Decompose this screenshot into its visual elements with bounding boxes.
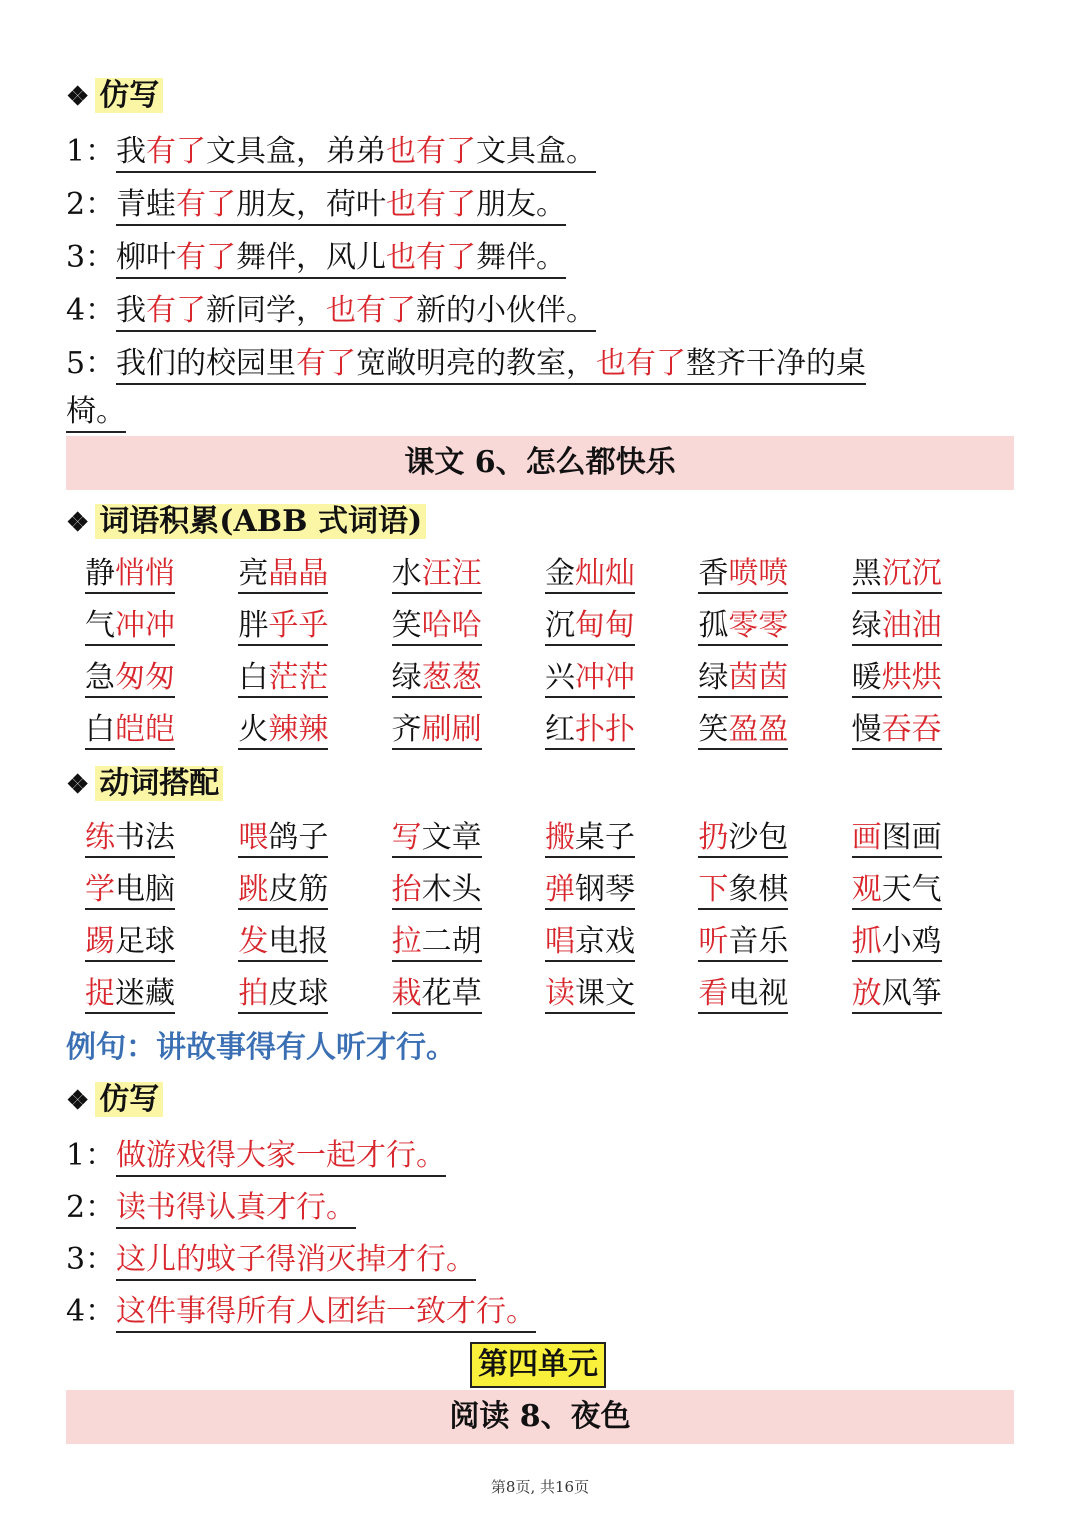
word-part: 绿 — [391, 660, 422, 695]
word-part: 看 — [698, 976, 729, 1011]
word-part: 画 — [851, 820, 882, 855]
imitate2-line — [66, 1236, 476, 1284]
word — [85, 712, 175, 750]
keyword: 也有了 — [386, 240, 476, 275]
word-part: 音乐 — [728, 924, 789, 959]
page-footer: 第8页, 共16页 — [490, 1478, 590, 1496]
imitate-line — [66, 181, 566, 229]
word — [392, 976, 482, 1014]
word — [852, 608, 942, 646]
word-part: 油油 — [881, 608, 942, 643]
text-fragment: 新的小伙伴。 — [416, 293, 596, 328]
word-part: 观 — [851, 872, 882, 907]
word-part: 跳 — [238, 872, 269, 907]
word-part: 沙包 — [728, 820, 789, 855]
word-part: 象棋 — [728, 872, 789, 907]
grid-row — [85, 814, 1005, 866]
word-cell — [85, 970, 238, 1022]
word — [85, 556, 175, 594]
word-cell — [238, 602, 391, 654]
word-part: 扑扑 — [574, 712, 635, 747]
word — [238, 712, 328, 750]
imitate2-line — [66, 1288, 536, 1336]
imitate-title: 仿写 — [95, 78, 163, 113]
word-part: 电视 — [728, 976, 789, 1011]
word-cell — [545, 918, 698, 970]
word-cell — [698, 654, 851, 706]
word-part: 放 — [851, 976, 882, 1011]
word-part: 电报 — [268, 924, 329, 959]
word — [852, 976, 942, 1014]
keyword: 有了 — [176, 187, 236, 222]
word-part: 抓 — [851, 924, 882, 959]
word — [698, 712, 788, 750]
keyword: 也有了 — [326, 293, 416, 328]
word-part: 拉 — [391, 924, 422, 959]
word — [852, 872, 942, 910]
grid-row — [85, 706, 1005, 758]
word-part: 水 — [391, 556, 422, 591]
word-part: 静 — [85, 556, 115, 591]
word-part: 皮球 — [268, 976, 329, 1011]
word-part: 零零 — [728, 608, 789, 643]
word-part: 小鸡 — [881, 924, 942, 959]
word-part: 写 — [391, 820, 422, 855]
word-cell — [392, 602, 545, 654]
word-part: 皑皑 — [115, 712, 175, 747]
sentence-text: 做游戏得大家一起才行。 — [116, 1138, 446, 1177]
word-cell — [238, 654, 391, 706]
word-cell — [392, 654, 545, 706]
keyword: 也有了 — [386, 134, 476, 169]
text-fragment: 柳叶 — [116, 240, 176, 275]
sentence-text — [116, 187, 566, 226]
sentence-text: 这件事得所有人团结一致才行。 — [116, 1294, 536, 1333]
word-cell — [698, 602, 851, 654]
grid-row — [85, 654, 1005, 706]
word-part: 刷刷 — [421, 712, 482, 747]
word — [545, 556, 635, 594]
word-part: 笑 — [698, 712, 729, 747]
word — [698, 608, 788, 646]
word — [852, 712, 942, 750]
word — [392, 820, 482, 858]
imitate-section-heading — [66, 74, 163, 118]
imitate-wrap-line — [66, 388, 126, 436]
word-cell — [698, 706, 851, 758]
grid-row — [85, 602, 1005, 654]
word-part: 花草 — [421, 976, 482, 1011]
text-fragment: 新同学， — [206, 293, 326, 328]
text-fragment: 文具盒，弟弟 — [206, 134, 386, 169]
text-fragment: 舞伴。 — [476, 240, 566, 275]
word-part: 冲冲 — [115, 608, 175, 643]
word — [238, 872, 328, 910]
word — [852, 820, 942, 858]
word — [698, 872, 788, 910]
word-cell — [852, 654, 1005, 706]
grid-row — [85, 918, 1005, 970]
word-cell — [238, 970, 391, 1022]
word-part: 吞吞 — [881, 712, 942, 747]
abb-word-grid — [85, 550, 1005, 758]
text-fragment: 朋友。 — [476, 187, 566, 222]
word-part: 冲冲 — [574, 660, 635, 695]
word-part: 栽 — [391, 976, 422, 1011]
word-part: 齐 — [391, 712, 422, 747]
grid-row — [85, 866, 1005, 918]
word — [85, 872, 175, 910]
line-number: 3： — [66, 1242, 116, 1277]
word-part: 慢 — [851, 712, 882, 747]
keyword: 也有了 — [386, 187, 476, 222]
word — [545, 924, 635, 962]
word-cell — [698, 814, 851, 866]
sentence-text — [116, 346, 866, 385]
word-part: 鸽子 — [268, 820, 329, 855]
keyword: 有了 — [146, 293, 206, 328]
word-cell — [85, 706, 238, 758]
word — [238, 924, 328, 962]
word-cell — [85, 814, 238, 866]
sentence-text: 这儿的蚊子得消灭掉才行。 — [116, 1242, 476, 1281]
text-fragment: 青蛙 — [116, 187, 176, 222]
word-cell — [545, 970, 698, 1022]
word-cell — [85, 866, 238, 918]
word-part: 胖 — [238, 608, 269, 643]
word-part: 茫茫 — [268, 660, 329, 695]
reading8-title: 阅读 8、夜色 — [449, 1399, 631, 1434]
word — [392, 712, 482, 750]
word-part: 练 — [85, 820, 115, 855]
word — [698, 924, 788, 962]
word — [85, 924, 175, 962]
word-cell — [392, 814, 545, 866]
verbs-section-heading — [66, 762, 223, 806]
word — [545, 660, 635, 698]
word-cell — [392, 866, 545, 918]
line-number: 4： — [66, 1294, 116, 1329]
line-number: 4： — [66, 293, 116, 328]
imitate-wrap-text: 椅。 — [66, 394, 126, 433]
word-part: 钢琴 — [574, 872, 635, 907]
word-cell — [85, 654, 238, 706]
word-part: 拍 — [238, 976, 269, 1011]
diamond-bullet-icon: ❖ — [66, 770, 90, 800]
word-cell — [238, 814, 391, 866]
word — [392, 924, 482, 962]
word — [545, 712, 635, 750]
text-fragment: 整齐干净的桌 — [686, 346, 866, 381]
word-part: 沉沉 — [881, 556, 942, 591]
word-cell — [545, 654, 698, 706]
text-fragment: 我 — [116, 293, 146, 328]
word-cell — [238, 866, 391, 918]
word-cell — [852, 814, 1005, 866]
word-cell — [545, 602, 698, 654]
words-title: 词语积累(ABB 式词语) — [95, 504, 426, 539]
word-part: 电脑 — [115, 872, 175, 907]
word-part: 扔 — [698, 820, 729, 855]
diamond-bullet-icon: ❖ — [66, 508, 90, 538]
text-fragment: 宽敞明亮的教室， — [356, 346, 596, 381]
word-part: 风筝 — [881, 976, 942, 1011]
word — [698, 820, 788, 858]
imitate-line — [66, 234, 566, 282]
word — [238, 660, 328, 698]
word-part: 皮筋 — [268, 872, 329, 907]
word-part: 急 — [85, 660, 115, 695]
word-part: 书法 — [115, 820, 175, 855]
word-part: 汪汪 — [421, 556, 482, 591]
word-part: 葱葱 — [421, 660, 482, 695]
grid-row — [85, 970, 1005, 1022]
word-cell — [238, 918, 391, 970]
word-part: 气 — [85, 608, 115, 643]
word-part: 黑 — [851, 556, 882, 591]
sentence-text — [116, 134, 596, 173]
word — [852, 556, 942, 594]
word-part: 甸甸 — [574, 608, 635, 643]
word-cell — [698, 918, 851, 970]
word-part: 搬 — [544, 820, 575, 855]
word-part: 捉 — [85, 976, 115, 1011]
text-fragment: 我 — [116, 134, 146, 169]
imitate-line — [66, 128, 596, 176]
verbs-title: 动词搭配 — [95, 766, 223, 801]
word-part: 绿 — [851, 608, 882, 643]
word-part: 灿灿 — [574, 556, 635, 591]
word-part: 烘烘 — [881, 660, 942, 695]
word — [238, 820, 328, 858]
word-part: 下 — [698, 872, 729, 907]
word — [545, 608, 635, 646]
imitate-line — [66, 287, 596, 335]
word-cell — [852, 866, 1005, 918]
word-cell — [698, 866, 851, 918]
word-cell — [545, 550, 698, 602]
word-part: 香 — [698, 556, 729, 591]
word-part: 图画 — [881, 820, 942, 855]
word-part: 沉 — [544, 608, 575, 643]
word-part: 乎乎 — [268, 608, 329, 643]
word — [392, 608, 482, 646]
word-part: 听 — [698, 924, 729, 959]
word — [545, 820, 635, 858]
word — [392, 556, 482, 594]
word-cell — [85, 918, 238, 970]
word-part: 天气 — [881, 872, 942, 907]
sentence-text — [116, 293, 596, 332]
diamond-bullet-icon: ❖ — [66, 82, 90, 112]
word-part: 二胡 — [421, 924, 482, 959]
word-part: 暖 — [851, 660, 882, 695]
word-part: 京戏 — [574, 924, 635, 959]
grid-row — [85, 550, 1005, 602]
word — [545, 872, 635, 910]
line-number: 2： — [66, 1190, 116, 1225]
word-part: 笑 — [391, 608, 422, 643]
keyword: 有了 — [296, 346, 356, 381]
word-cell — [545, 706, 698, 758]
word-cell — [698, 970, 851, 1022]
lesson6-title: 课文 6、怎么都快乐 — [404, 445, 676, 480]
word — [698, 660, 788, 698]
text-fragment: 文具盒。 — [476, 134, 596, 169]
imitate2-title: 仿写 — [95, 1082, 163, 1117]
word — [852, 660, 942, 698]
word-cell — [852, 918, 1005, 970]
keyword: 有了 — [176, 240, 236, 275]
word-part: 踢 — [85, 924, 115, 959]
word-part: 迷藏 — [115, 976, 175, 1011]
word — [85, 608, 175, 646]
word-cell — [852, 706, 1005, 758]
word-cell — [698, 550, 851, 602]
word — [698, 976, 788, 1014]
word-cell — [852, 602, 1005, 654]
imitate-line — [66, 340, 866, 388]
word-part: 辣辣 — [268, 712, 329, 747]
word-cell — [392, 706, 545, 758]
word-part: 弹 — [544, 872, 575, 907]
word-cell — [852, 550, 1005, 602]
diamond-bullet-icon: ❖ — [66, 1086, 90, 1116]
word-cell — [392, 918, 545, 970]
word-part: 桌子 — [574, 820, 635, 855]
keyword: 有了 — [146, 134, 206, 169]
imitate2-line — [66, 1184, 356, 1232]
word-part: 金 — [544, 556, 575, 591]
word-part: 绿 — [698, 660, 729, 695]
word-part: 唱 — [544, 924, 575, 959]
word — [392, 872, 482, 910]
unit-label: 第四单元 — [470, 1342, 606, 1388]
word-part: 课文 — [574, 976, 635, 1011]
word-part: 文章 — [421, 820, 482, 855]
text-fragment: 朋友，荷叶 — [236, 187, 386, 222]
word-part: 火 — [238, 712, 269, 747]
word-part: 木头 — [421, 872, 482, 907]
word — [238, 608, 328, 646]
text-fragment: 我们的校园里 — [116, 346, 296, 381]
word-part: 孤 — [698, 608, 729, 643]
word-cell — [852, 970, 1005, 1022]
word — [698, 556, 788, 594]
line-number: 2： — [66, 187, 116, 222]
verb-pair-grid — [85, 814, 1005, 1022]
word-cell — [238, 550, 391, 602]
word-part: 白 — [238, 660, 269, 695]
word-cell — [392, 550, 545, 602]
word-part: 读 — [544, 976, 575, 1011]
imitate2-section-heading — [66, 1078, 163, 1122]
word-cell — [545, 866, 698, 918]
word — [85, 976, 175, 1014]
line-number: 1： — [66, 1138, 116, 1173]
word-cell — [238, 706, 391, 758]
word-part: 悄悄 — [115, 556, 175, 591]
word-part: 发 — [238, 924, 269, 959]
word-part: 学 — [85, 872, 115, 907]
word-cell — [392, 970, 545, 1022]
keyword: 也有了 — [596, 346, 686, 381]
reading8-title-bar — [66, 1390, 1014, 1444]
word-part: 喂 — [238, 820, 269, 855]
sentence-text: 读书得认真才行。 — [116, 1190, 356, 1229]
word-part: 喷喷 — [728, 556, 789, 591]
word-part: 足球 — [115, 924, 175, 959]
word-cell — [545, 814, 698, 866]
word — [238, 556, 328, 594]
word-part: 白 — [85, 712, 115, 747]
word-part: 茵茵 — [728, 660, 789, 695]
word-part: 哈哈 — [421, 608, 482, 643]
word-part: 红 — [544, 712, 575, 747]
word-cell — [85, 550, 238, 602]
word-part: 兴 — [544, 660, 575, 695]
imitate2-line — [66, 1132, 446, 1180]
word-part: 晶晶 — [268, 556, 329, 591]
word-cell — [85, 602, 238, 654]
line-number: 3： — [66, 240, 116, 275]
word — [852, 924, 942, 962]
word-part: 抬 — [391, 872, 422, 907]
word-part: 匆匆 — [115, 660, 175, 695]
words-section-heading — [66, 500, 426, 544]
word — [85, 660, 175, 698]
lesson6-title-bar — [66, 436, 1014, 490]
word — [85, 820, 175, 858]
example-sentence: 例句：讲故事得有人听才行。 — [66, 1030, 456, 1065]
word — [392, 660, 482, 698]
text-fragment: 舞伴，风儿 — [236, 240, 386, 275]
sentence-text — [116, 240, 566, 279]
line-number: 5： — [66, 346, 116, 381]
line-number: 1： — [66, 134, 116, 169]
word-part: 亮 — [238, 556, 269, 591]
word-part: 盈盈 — [728, 712, 789, 747]
word — [545, 976, 635, 1014]
word — [238, 976, 328, 1014]
